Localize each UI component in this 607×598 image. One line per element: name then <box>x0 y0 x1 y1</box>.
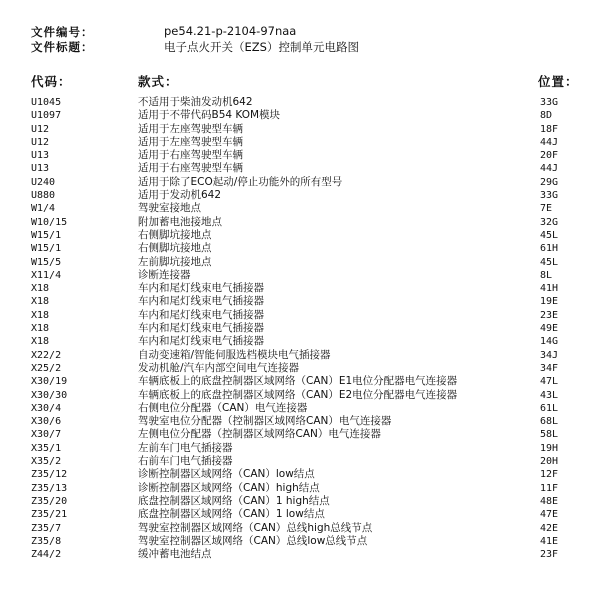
item-description: 车辆底板上的底盘控制器区域网络（CAN）E1电位分配器电气连接器 <box>138 375 458 388</box>
list-item <box>0 442 607 455</box>
list-item <box>0 402 607 415</box>
item-description: 车内和尾灯线束电气插接器 <box>138 308 264 321</box>
item-description: 底盘控制器区域网络（CAN）1 high结点 <box>138 494 330 507</box>
item-position: 19H <box>540 442 559 454</box>
item-code: X25/2 <box>31 362 62 374</box>
item-position: 7E <box>540 203 553 215</box>
item-description: 驾驶室控制器区域网络（CAN）总线high总线节点 <box>138 521 373 534</box>
item-description: 车辆底板上的底盘控制器区域网络（CAN）E2电位分配器电气连接器 <box>138 388 458 401</box>
item-position: 32G <box>540 216 559 228</box>
list-item <box>0 522 607 535</box>
item-position: 23E <box>540 309 559 321</box>
item-position: 34F <box>540 362 559 374</box>
list-item <box>0 269 607 282</box>
item-description: 适用于发动机642 <box>138 189 222 202</box>
item-code: U13 <box>31 150 50 162</box>
item-description: 左前脚坑接地点 <box>138 255 212 268</box>
item-position: 8L <box>540 269 553 281</box>
doc-number-label: 文件编号： <box>31 25 94 39</box>
list-item <box>0 375 607 388</box>
item-description: 左前车门电气插接器 <box>138 441 233 454</box>
item-code: W15/5 <box>31 256 62 268</box>
item-code: U1045 <box>31 97 62 108</box>
item-code: U1097 <box>31 110 62 122</box>
list-item <box>0 216 607 229</box>
item-code: X35/1 <box>31 442 62 454</box>
doc-number-value: pe54.21-p-2104-97naa <box>164 24 297 38</box>
item-description: 右侧脚坑接地点 <box>138 242 212 255</box>
item-description: 车内和尾灯线束电气插接器 <box>138 322 264 335</box>
item-code: X30/7 <box>31 429 62 441</box>
item-position: 18F <box>540 123 559 135</box>
item-position: 41E <box>540 535 559 547</box>
list-item <box>0 535 607 548</box>
item-position: 20H <box>540 456 559 468</box>
item-position: 45L <box>540 229 559 241</box>
list-item <box>0 162 607 175</box>
item-description: 不适用于柴油发动机642 <box>138 96 253 108</box>
list-item <box>0 482 607 495</box>
list-item <box>0 548 607 561</box>
item-description: 右侧电位分配器（CAN）电气连接器 <box>138 401 308 414</box>
item-code: Z35/12 <box>31 469 68 481</box>
list-item <box>0 189 607 202</box>
item-position: 49E <box>540 323 559 335</box>
item-description: 右前车门电气插接器 <box>138 455 233 468</box>
item-position: 12F <box>540 469 559 481</box>
item-position: 14G <box>540 336 559 348</box>
list-item <box>0 256 607 269</box>
item-position: 41H <box>540 283 559 295</box>
item-position: 19E <box>540 296 559 308</box>
column-header-position: 位置： <box>538 74 579 89</box>
list-item <box>0 495 607 508</box>
list-item <box>0 322 607 335</box>
list-item <box>0 335 607 348</box>
list-item <box>0 309 607 322</box>
item-description: 适用于右座驾驶型车辆 <box>138 149 243 162</box>
item-code: W10/15 <box>31 216 68 228</box>
item-code: U13 <box>31 163 50 175</box>
item-position: 8D <box>540 110 553 122</box>
list-item <box>0 96 607 109</box>
item-position: 33G <box>540 97 559 108</box>
item-description: 驾驶室接地点 <box>138 202 201 215</box>
list-item <box>0 428 607 441</box>
item-code: X30/30 <box>31 389 68 401</box>
list-item <box>0 109 607 122</box>
item-code: X30/19 <box>31 376 68 388</box>
item-code: Z35/21 <box>31 509 68 521</box>
item-description: 适用于除了ECO起动/停止功能外的所有型号 <box>138 175 343 188</box>
item-code: X22/2 <box>31 349 62 361</box>
list-item <box>0 295 607 308</box>
item-description: 车内和尾灯线束电气插接器 <box>138 335 264 348</box>
doc-title-value: 电子点火开关（EZS）控制单元电路图 <box>164 40 359 54</box>
item-position: 47E <box>540 509 559 521</box>
item-description: 底盘控制器区域网络（CAN）1 low结点 <box>138 508 325 521</box>
list-item <box>0 389 607 402</box>
item-code: Z35/8 <box>31 535 62 547</box>
item-code: X18 <box>31 336 50 348</box>
item-code: Z44/2 <box>31 549 62 561</box>
item-position: 29G <box>540 176 559 188</box>
list-item <box>0 468 607 481</box>
item-description: 发动机舱/汽车内部空间电气连接器 <box>138 361 300 374</box>
item-description: 诊断控制器区域网络（CAN）high结点 <box>138 481 320 494</box>
list-item <box>0 123 607 136</box>
item-position: 11F <box>540 482 559 494</box>
item-position: 61H <box>540 243 559 255</box>
item-description: 适用于不带代码B54 KOM模块 <box>138 109 281 122</box>
doc-title-label: 文件标题： <box>31 40 94 54</box>
list-item <box>0 176 607 189</box>
item-code: X30/4 <box>31 402 62 414</box>
item-code: Z35/13 <box>31 482 68 494</box>
item-description: 车内和尾灯线束电气插接器 <box>138 295 264 308</box>
item-position: 44J <box>540 136 559 148</box>
item-description: 驾驶室控制器区域网络（CAN）总线low总线节点 <box>138 534 368 547</box>
item-description: 左侧电位分配器（控制器区域网络CAN）电气连接器 <box>138 428 381 441</box>
item-description: 适用于左座驾驶型车辆 <box>138 122 243 135</box>
item-position: 68L <box>540 416 559 428</box>
list-item <box>0 362 607 375</box>
item-code: U12 <box>31 123 50 135</box>
item-description: 缓冲蓄电池结点 <box>138 548 212 561</box>
list-item <box>0 136 607 149</box>
list-item <box>0 415 607 428</box>
item-code: X35/2 <box>31 456 62 468</box>
item-position: 33G <box>540 190 559 202</box>
item-code: U12 <box>31 136 50 148</box>
component-list <box>0 96 607 561</box>
item-position: 48E <box>540 495 559 507</box>
item-code: U880 <box>31 190 56 202</box>
list-item <box>0 229 607 242</box>
item-description: 自动变速箱/智能伺服选档模块电气插接器 <box>138 348 331 361</box>
item-position: 34J <box>540 349 559 361</box>
item-position: 61L <box>540 402 559 414</box>
item-code: X18 <box>31 323 50 335</box>
item-description: 右侧脚坑接地点 <box>138 228 212 241</box>
item-code: U240 <box>31 176 56 188</box>
item-position: 20F <box>540 150 559 162</box>
item-code: Z35/20 <box>31 495 68 507</box>
column-header-code: 代码： <box>31 74 72 89</box>
item-code: W1/4 <box>31 203 56 215</box>
item-code: X18 <box>31 283 50 295</box>
item-description: 诊断连接器 <box>138 268 191 281</box>
list-item <box>0 202 607 215</box>
item-code: X30/6 <box>31 416 62 428</box>
list-item <box>0 149 607 162</box>
item-description: 诊断控制器区域网络（CAN）low结点 <box>138 468 315 481</box>
item-code: X18 <box>31 309 50 321</box>
item-code: X11/4 <box>31 269 62 281</box>
list-item <box>0 282 607 295</box>
item-position: 23F <box>540 549 559 561</box>
item-description: 适用于左座驾驶型车辆 <box>138 135 243 148</box>
item-code: X18 <box>31 296 50 308</box>
item-position: 58L <box>540 429 559 441</box>
list-item <box>0 508 607 521</box>
item-description: 驾驶室电位分配器（控制器区域网络CAN）电气连接器 <box>138 415 392 428</box>
list-item <box>0 242 607 255</box>
item-position: 42E <box>540 522 559 534</box>
item-description: 适用于右座驾驶型车辆 <box>138 162 243 175</box>
item-code: W15/1 <box>31 229 62 241</box>
item-code: Z35/7 <box>31 522 62 534</box>
item-description: 车内和尾灯线束电气插接器 <box>138 282 264 295</box>
list-item <box>0 455 607 468</box>
column-header-model: 款式： <box>138 74 179 89</box>
item-code: W15/1 <box>31 243 62 255</box>
item-position: 43L <box>540 389 559 401</box>
item-description: 附加蓄电池接地点 <box>138 215 222 228</box>
item-position: 47L <box>540 376 559 388</box>
item-position: 44J <box>540 163 559 175</box>
list-item <box>0 349 607 362</box>
item-position: 45L <box>540 256 559 268</box>
